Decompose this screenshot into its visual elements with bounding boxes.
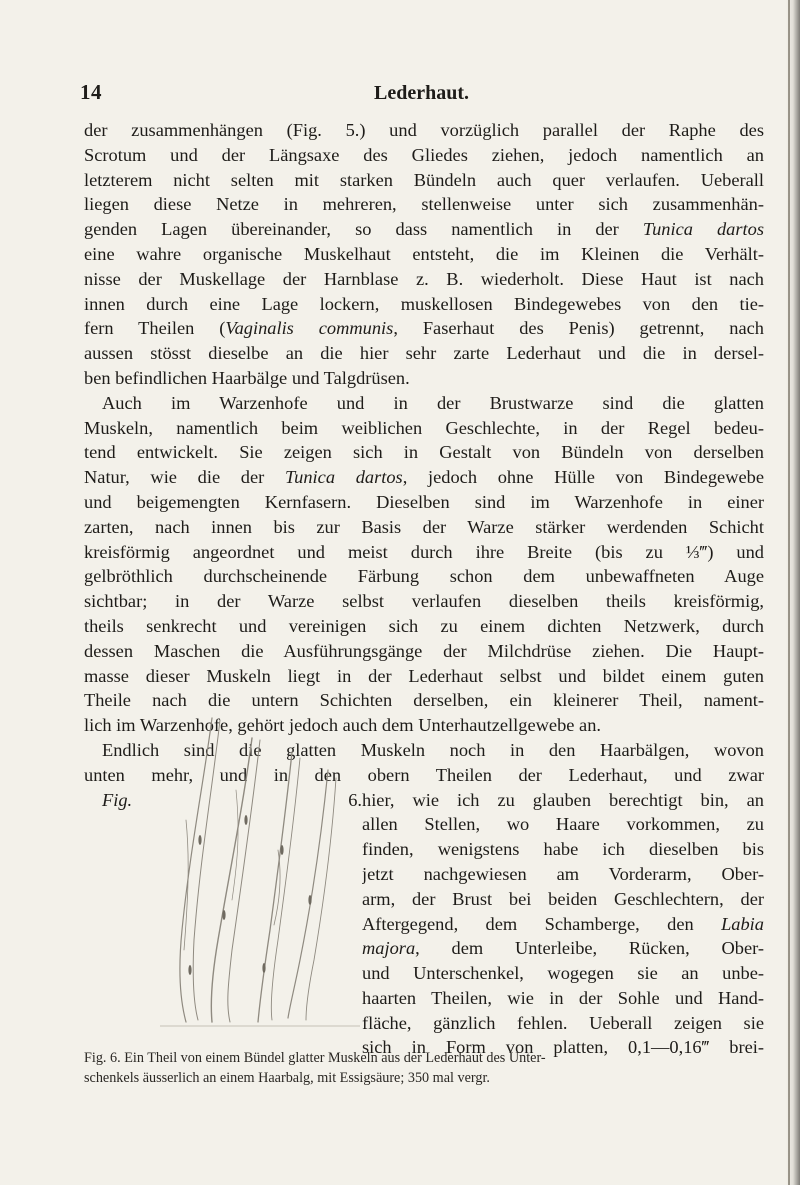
muscle-nucleus [198,835,201,845]
text-line: dessen Maschen die Ausführungsgänge der Milchdrüse ziehen. Die Haupt- [84,640,764,661]
text-line: und Unterschenkel, wogegen sie an unbe- [362,963,764,984]
text-line: kreisförmig angeordnet und meist durch ihre Breite (bis zu ⅓‴) und [84,541,764,562]
caption-line: Fig. 6. Ein Theil von einem Bündel glatter Muskeln aus der Lederhaut des Unter- [84,1050,546,1066]
muscle-fiber [193,720,220,1020]
italic-term: Tunica dartos [642,219,764,240]
text-line: Theile nach die untern Schichten derselben, ein kleinerer Theil, nament- [84,690,764,711]
text-line: finden, wenigstens habe ich dieselben bis [362,839,764,860]
figure-label-number: 6. [348,789,362,810]
text-line: haarten Theilen, wie in der Sohle und Hand- [362,987,764,1008]
text-line: Endlich sind die glatten Muskeln noch in den Haarbälgen, wovon [102,739,764,760]
text-line: zarten, nach innen bis zur Basis der Warze stärker werdenden Schicht [84,516,764,537]
text-line [84,465,764,490]
text-line: der zusammenhängen (Fig. 5.) und vorzüglich parallel der Raphe des [84,120,764,140]
text-line: masse dieser Muskeln liegt in der Lederhaut selbst und bildet einem guten [84,665,764,686]
text-span: Aftergegend, dem Schamberge, den [362,913,722,934]
figure-caption [84,1048,764,1088]
page-edge-shadow [786,0,800,1185]
running-head: Lederhaut. [374,82,469,104]
text-line: Scrotum und der Längsaxe des Gliedes ziehen, jedoch namentlich an [84,144,764,165]
text-line [84,217,764,242]
text-line: jetzt nachgewiesen am Vorderarm, Ober- [362,863,764,884]
text-span: , dem Unterleibe, Rücken, Ober- [415,938,764,959]
figure-6-muscle-illustration [160,700,360,1030]
text-line [362,936,764,961]
text-span: genden Lagen übereinander, so dass namentlich in der [84,219,643,240]
text-line: theils senkrecht und vereinigen sich zu einem dichten Netzwerk, durch [84,615,764,636]
muscle-fiber [288,770,328,1018]
text-line: eine wahre organische Muskelhaut entsteht, die im Kleinen die Verhält- [84,243,764,264]
page-number: 14 [80,80,102,104]
muscle-nucleus [222,910,225,920]
text-span: , jedoch ohne Hülle von Bindegewebe [402,467,764,488]
text-line: tend entwickelt. Sie zeigen sich in Gestalt von Bündeln von derselben [84,442,764,463]
text-line: lich im Warzenhofe, gehört jedoch auch dem Unterhautzellgewebe an. [84,715,601,736]
text-line: ben befindlichen Haarbälge und Talgdrüsen. [84,367,410,388]
text-span: , Faserhaut des Penis) getrennt, nach [393,318,764,339]
text-line: allen Stellen, wo Haare vorkommen, zu [362,814,764,835]
caption-line: schenkels äusserlich an einem Haarbalg, mit Essigsäure; 350 mal vergr. [84,1070,490,1086]
text-line: sichtbar; in der Warze selbst verlaufen dieselben theils kreisförmig, [84,591,764,612]
text-line: arm, der Brust bei beiden Geschlechtern, der [362,888,764,909]
muscle-fiber [211,738,252,1022]
text-line [362,912,764,937]
text-line: und beigemengten Kernfasern. Dieselben sind im Warzenhofe in einer [84,491,764,512]
muscle-nucleus [188,965,191,975]
text-line: sich in Form von platten, 0,1—0,16‴ brei- [362,1037,764,1058]
text-line: gelbröthlich durchscheinende Färbung schon dem unbewaffneten Auge [84,566,764,587]
text-span: Natur, wie die der [84,467,285,488]
text-line: fläche, gänzlich fehlen. Ueberall zeigen sie [362,1012,764,1033]
italic-term: Tunica dartos [284,467,403,488]
muscle-fiber [258,752,292,1022]
muscle-fiber [274,850,280,925]
italic-term: Vaginalis communis [225,318,394,339]
text-line: Muskeln, namentlich beim weiblichen Geschlechte, in der Regel bedeu- [84,417,764,438]
text-line: aussen stösst dieselbe an die hier sehr zarte Lederhaut und die in dersel- [84,343,764,364]
muscle-fiber [228,740,260,1022]
text-line: innen durch eine Lage lockern, muskellosen Bindegewebes von den tie- [84,293,764,314]
figure-label-prefix: Fig. [102,789,133,810]
italic-term: Labia [721,913,764,934]
text-line: nisse der Muskellage der Harnblase z. B. wiederholt. Diese Haut ist nach [84,268,764,289]
muscle-nucleus [262,963,265,973]
text-line: Auch im Warzenhofe und in der Brustwarze sind die glatten [102,392,764,413]
text-line [84,316,764,341]
text-line: unten mehr, und in den obern Theilen der Lederhaut, und zwar [84,764,764,785]
muscle-nucleus [280,845,283,855]
muscle-fiber [180,718,212,1022]
text-span: fern Theilen ( [84,318,226,339]
text-span: hier, wie ich zu glauben berechtigt bin, an [362,789,764,810]
muscle-nucleus [244,815,247,825]
italic-term: majora [362,938,416,959]
muscle-nucleus [308,895,311,905]
page-header [80,80,763,106]
text-line: letzterem nicht selten mit starken Bündeln auch quer verlaufen. Ueberall [84,169,764,190]
muscle-fiber [184,820,188,950]
text-line: liegen diese Netze in mehreren, stellenweise unter sich zusammenhän- [84,194,764,215]
